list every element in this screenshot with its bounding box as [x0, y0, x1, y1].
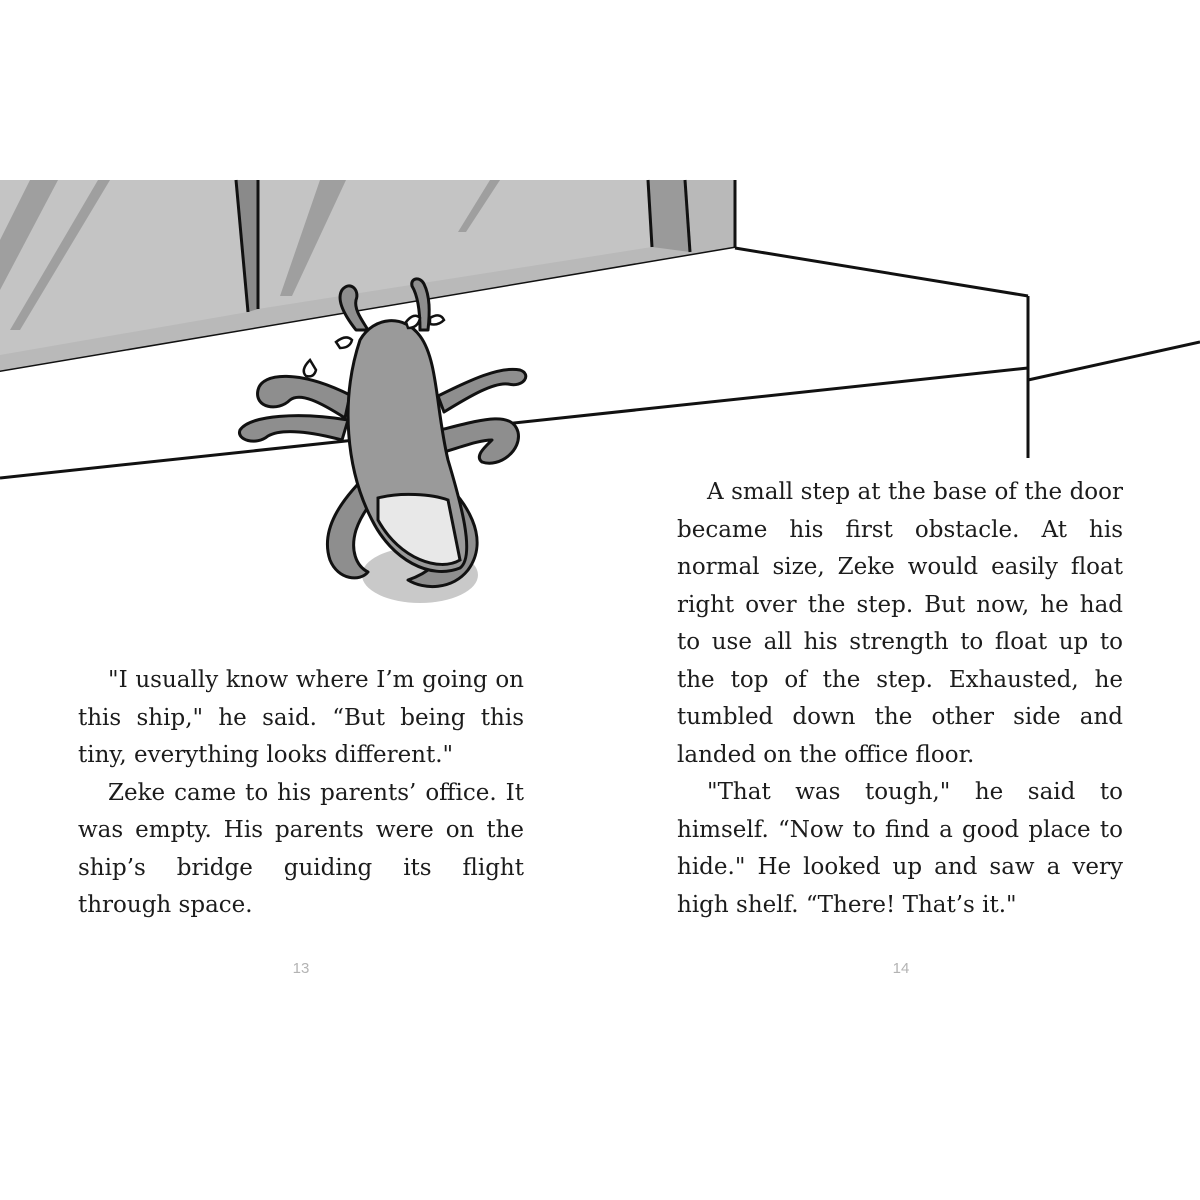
paragraph: A small step at the base of the door became his first obstacle. At his normal size, Zeke would easily float right over the step. But now, he had to use all his strength to float up to the top of the step. Exhausted, he tumbled down the other side and landed on the office floor.	[677, 479, 1123, 768]
page-number-left: 13	[292, 960, 310, 977]
paragraph: "I usually know where I’m going on this ship," he said. “But being this tiny, everything looks different."	[78, 667, 524, 768]
page-number-right: 14	[892, 960, 910, 977]
left-page-text	[78, 662, 524, 925]
paragraph: Zeke came to his parents’ office. It was empty. His parents were on the ship’s bridge guiding its flight through space.	[78, 779, 524, 918]
right-page-text	[677, 474, 1123, 924]
paragraph: "That was tough," he said to himself. “Now to find a good place to hide." He looked up and saw a very high shelf. “There! That’s it."	[677, 779, 1123, 918]
